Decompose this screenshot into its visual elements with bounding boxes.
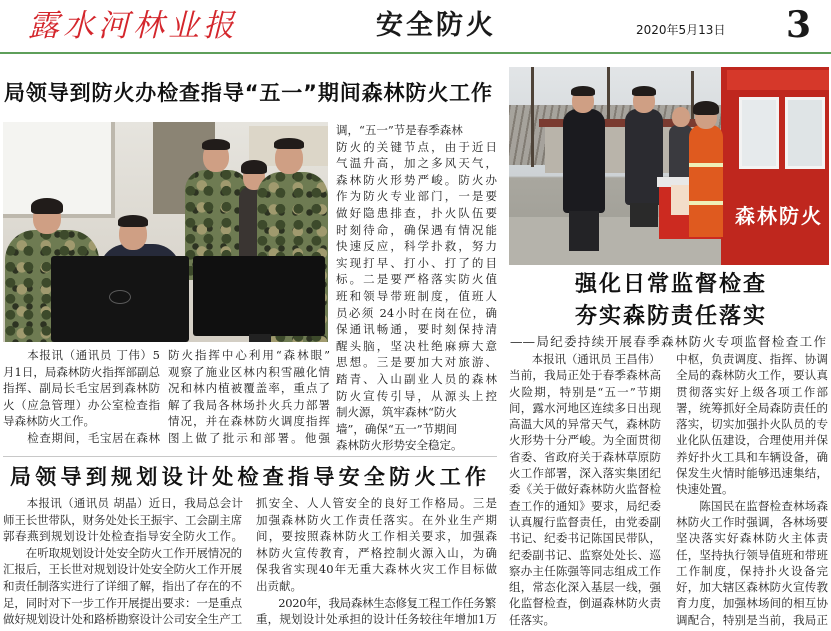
- text-line: 陈国民在监督检查林场森: [676, 498, 828, 513]
- text-line: 保发生火情时能够迅速集结，: [676, 466, 828, 481]
- standing-leader-hair: [274, 138, 304, 149]
- photo-fire-office-inspection: [3, 122, 328, 342]
- text-line: 观察了施业区林内积雪融化情: [168, 364, 330, 379]
- text-line: 间，露水河地区连续多日出现: [509, 400, 661, 415]
- text-line: 员必须 24小时在岗在位，确: [336, 305, 497, 320]
- text-line: 火（应急管理）办公室检查指: [3, 397, 160, 412]
- page-number: 3: [786, 4, 812, 46]
- article3-subtitle: ——局纪委持续开展春季森林防火专项监督检查工作: [510, 334, 826, 349]
- text-line: 全局的森林防火工作，要认真: [676, 368, 828, 383]
- text-line: 调配合，特别是当前，我局正: [676, 612, 828, 627]
- booth-top-banner: [727, 70, 829, 90]
- text-line: 作为防火专业部门，一是要: [336, 189, 497, 204]
- seated-woman-hair: [31, 198, 63, 214]
- text-line: 出贡献。: [256, 578, 302, 593]
- booth-sign-text: 森林防火: [735, 204, 823, 228]
- staff-head: [672, 107, 690, 127]
- text-line: 加强森林防火工作责任落实。在外业生产期: [256, 512, 497, 527]
- article-divider: [3, 456, 497, 457]
- text-line: 郭春燕到规划设计处检查指导安全防火工作。: [3, 529, 243, 544]
- text-line: 察办主任陈强等同志组成工作: [509, 563, 661, 578]
- text-line: 指挥、副局长毛宝居到森林防: [3, 381, 160, 396]
- text-line: 防火指挥中心利用“森林眼”: [168, 348, 330, 362]
- text-line: 本报讯（通讯员 胡晶）近日，我局总会计: [3, 496, 243, 510]
- article2-column-2: [256, 495, 497, 628]
- header-divider: [0, 52, 831, 54]
- text-line: 2020年，我局森林生态修复工程工作任务繁: [256, 595, 496, 610]
- text-line: 防火宣传引导，从源头上控: [336, 388, 497, 403]
- text-line: 业化队伍建设，合理使用并保: [676, 433, 828, 448]
- reflective-stripe: [689, 201, 723, 205]
- seated-man-hair: [118, 215, 148, 227]
- text-line: 火工作部署，深入落实集团纪: [509, 466, 661, 481]
- text-line: 师王长世带队，财务处处长王振宇、工会副主席: [3, 512, 242, 527]
- photo-fire-booth-inspection: [509, 67, 829, 265]
- monitor-stand: [249, 334, 271, 342]
- text-line: 标。二是要严格落实防火值: [336, 272, 497, 287]
- inspector-2-legs: [630, 203, 658, 227]
- text-line: 抓安全、人人管安全的良好工作格局。三是: [256, 496, 497, 510]
- text-line: 火形势十分严峻。为全面贯彻: [509, 433, 661, 448]
- text-line: 任，坚持执行领导值班和带班: [676, 547, 828, 562]
- text-line: 组，常态化深入基层一线，强: [509, 580, 661, 595]
- text-line: 汇报后，王长世对规划设计处安全防火工作开展: [3, 562, 242, 577]
- text-line: 森林防火形势安全稳定。: [336, 438, 463, 453]
- article3-column-2: [676, 351, 828, 628]
- text-line: 检查期间，毛宝居在森林: [3, 430, 160, 445]
- article2-column-1: [3, 495, 243, 628]
- article1-column-2: [168, 347, 330, 447]
- text-line: 解了我局各林场扑火兵力部署: [168, 397, 330, 412]
- text-line: 气温升高，加之多风天气，: [336, 156, 497, 171]
- text-line: 重，规划设计处承担的设计任务较往年增加1万: [256, 612, 497, 627]
- text-line: 纪委副书记、监察处处长、巡: [509, 547, 661, 562]
- text-line: 调，“五一”节是春季森林: [336, 123, 463, 137]
- section-title: 安全防火: [376, 10, 496, 41]
- text-line: 当前，我局正处于春季森林高: [509, 368, 661, 383]
- text-line: 书记、纪委书记陈国民带队，: [509, 531, 661, 546]
- text-line: 高温大风的异常天气，森林防: [509, 417, 661, 432]
- table-poster: [671, 185, 691, 215]
- newspaper-masthead: 露水河林业报: [28, 8, 238, 44]
- text-line: 本报讯（通讯员 王昌伟）: [509, 352, 661, 366]
- text-line: 做好隐患排查，扑火队伍要: [336, 205, 497, 220]
- text-line: 保我省实现40年无重大森林火灾工作目标做: [256, 562, 497, 577]
- text-line: 情况，并在森林防火调度指挥: [168, 414, 330, 429]
- firefighter-uniform: [689, 125, 723, 237]
- inspector-1-hair: [571, 86, 595, 96]
- text-line: 防火的关键节点，由于近日: [336, 139, 497, 154]
- text-line: 火险期，特别是“五一”节期: [509, 384, 661, 399]
- tree-trunk: [531, 67, 534, 167]
- text-line: 班和领导带班制度，值班人: [336, 288, 497, 303]
- firefighter-hair: [693, 101, 719, 115]
- text-line: 踏青、入山副业人员的森林: [336, 371, 497, 386]
- text-line: 化监督检查，倒逼森林防火责: [509, 596, 661, 611]
- text-line: 落实，切实加强扑火队员的专: [676, 417, 828, 432]
- text-line: 图上做了批示和部署。他强: [168, 430, 330, 445]
- article1-headline: 局领导到防火办检查指导“五一”期间森林防火工作: [4, 81, 492, 105]
- text-line: 养好扑火工具和车辆设备，确: [676, 449, 828, 464]
- monitor-logo-icon: [109, 290, 131, 304]
- text-line: 快速反应，科学扑救，努力: [336, 239, 497, 254]
- text-line: 育力度，加强林场间的相互协: [676, 596, 828, 611]
- text-line: 和责任制落实进行了详细了解，指出了存在的不: [3, 578, 242, 593]
- text-line: 思想。三是要加大对旅游、: [336, 355, 497, 370]
- article3-column-1: [509, 351, 661, 628]
- computer-monitor-right: [193, 256, 325, 336]
- text-line: 省委、省政府关于森林草原防: [509, 449, 661, 464]
- text-line: 贯彻落实好上级各项工作部: [676, 384, 828, 399]
- standing-officer-hair: [202, 139, 230, 150]
- text-line: 时刻待命，确保遇有情况能: [336, 222, 497, 237]
- text-line: 中枢，负责调度、指挥、协调: [676, 352, 828, 366]
- article3-headline-line-2: 夯实森防责任落实: [575, 304, 765, 329]
- issue-date: 2020年5月13日: [636, 23, 726, 37]
- article1-side-column: [336, 122, 497, 454]
- text-line: 足，同时对下一步工作开展提出要求：一是重点: [3, 595, 242, 610]
- article2-headline: 局领导到规划设计处检查指导安全防火工作: [10, 465, 486, 489]
- text-line: 间，要按照森林防火工作相关要求，加强森: [256, 529, 497, 544]
- booth-window: [739, 97, 779, 169]
- text-line: 月1日，局森林防火指挥部副总: [3, 364, 160, 379]
- article1-column-1: [3, 347, 160, 447]
- text-line: 森林防火形势严峻。防火办: [336, 172, 497, 187]
- text-line: 快速处置。: [676, 482, 734, 497]
- text-line: 查工作的通知》要求，局纪委: [509, 498, 661, 513]
- text-line: 工作制度，保持扑火设备完: [676, 563, 828, 578]
- text-line: 做好规划设计处和路桥勘察设计公司安全生产工: [3, 612, 242, 627]
- text-line: 醒头脑，坚决杜绝麻痹大意: [336, 338, 497, 353]
- text-line: 保通讯畅通，要时刻保持清: [336, 322, 497, 337]
- article3-headline-line-1: 强化日常监督检查: [575, 272, 765, 297]
- text-line: 本报讯（通讯员 丁伟）5: [3, 348, 160, 362]
- inspector-1-legs: [569, 211, 599, 251]
- text-line: 实现打早、打小、打了的目: [336, 255, 497, 270]
- inspector-1-coat: [563, 109, 605, 213]
- inspector-2-hair: [632, 86, 656, 96]
- text-line: 好，加大辖区森林防火宣传教: [676, 580, 828, 595]
- standing-woman-hair: [241, 160, 267, 174]
- text-line: 况和林内植被覆盖率，重点了: [168, 381, 330, 396]
- text-line: 在听取规划设计处安全防火工作开展情况的: [3, 545, 242, 560]
- inspector-2-coat: [625, 109, 663, 205]
- text-line: 墙”，确保“五一”节期间: [336, 421, 458, 436]
- text-line: 任落实。: [509, 612, 555, 627]
- text-line: 制火源，筑牢森林“防火: [336, 405, 457, 420]
- reflective-stripe: [689, 163, 723, 167]
- text-line: 林防火工作时强调，各林场要: [676, 514, 828, 529]
- booth-window: [785, 97, 825, 169]
- text-line: 林防火宣传教育，严格控制火源入山，为确: [256, 545, 497, 560]
- text-line: 署，统筹抓好全局森防责任的: [676, 400, 828, 415]
- text-line: 认真履行监督责任，由党委副: [509, 514, 661, 529]
- text-line: 委《关于做好森林防火监督检: [509, 482, 661, 497]
- text-line: 导森林防火工作。: [3, 414, 95, 429]
- text-line: 坚决落实好森林防火主体责: [676, 531, 828, 546]
